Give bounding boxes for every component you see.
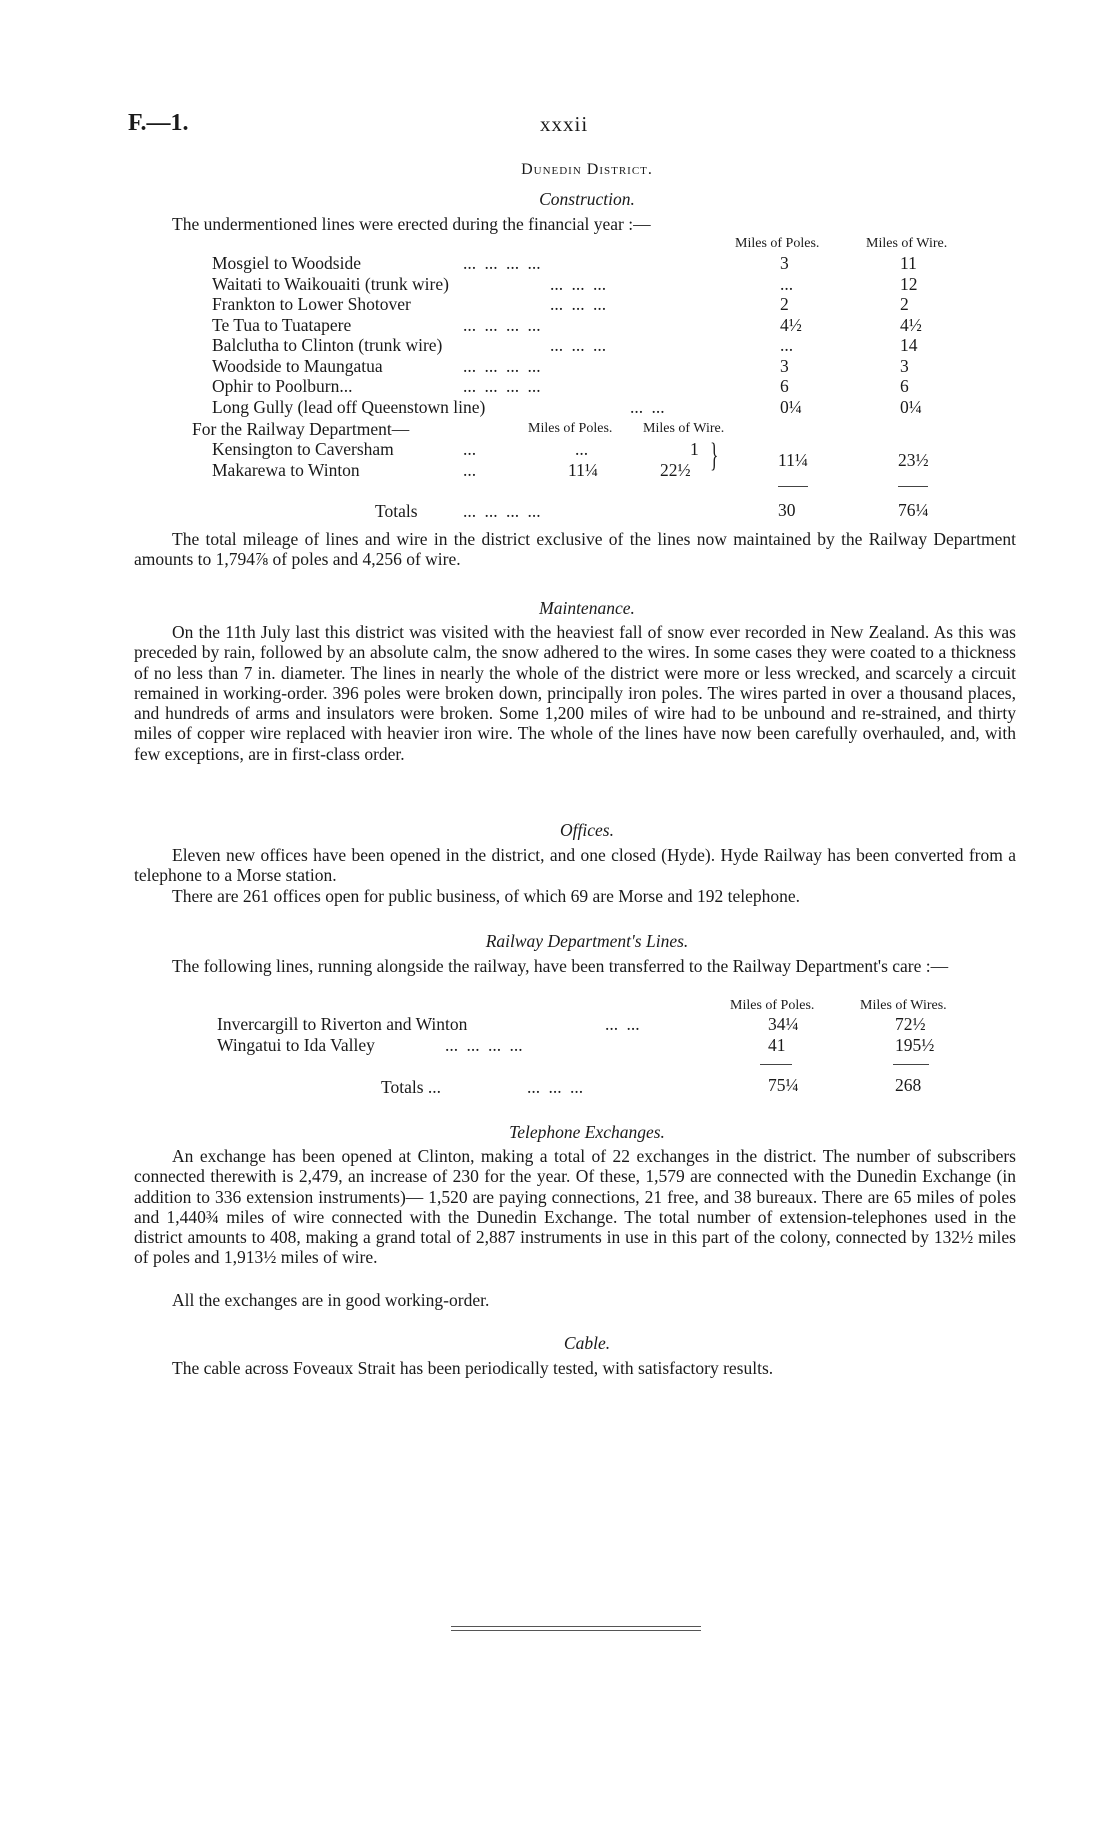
- railway-lines-row: [0, 1035, 1114, 1055]
- offices-paragraph-1: Eleven new offices have been opened in the district, and one closed (Hyde). Hyde Railway has been converted from a telephone to a Morse station.: [134, 845, 1016, 886]
- row-miles-of-poles: 0¼: [780, 396, 802, 417]
- row-miles-of-wire: 12: [900, 273, 918, 294]
- col-miles-of-poles: Miles of Poles.: [735, 236, 820, 251]
- construction-row: [0, 376, 1114, 396]
- row-miles-of-wire: 14: [900, 335, 918, 355]
- closing-rule-top: [451, 1626, 701, 1627]
- row-miles-of-wire: 6: [900, 376, 909, 396]
- totals-dots: ... ... ... ...: [463, 501, 541, 521]
- row-miles-of-poles: ...: [575, 439, 589, 459]
- construction-row: [0, 356, 1114, 376]
- row-miles-of-poles: 11¼: [568, 459, 598, 480]
- row-miles-of-wire: 0¼: [900, 396, 922, 417]
- construction-row: [0, 253, 1114, 273]
- offices-paragraph-2: There are 261 offices open for public business, of which 69 are Morse and 192 telephone.: [172, 886, 801, 906]
- row-miles-of-poles: 3: [780, 355, 789, 376]
- row-miles-of-wire: 195½: [895, 1034, 935, 1055]
- row-leader-dots: ... ... ...: [550, 294, 607, 314]
- row-name: Waitati to Waikouaiti (trunk wire): [212, 273, 449, 294]
- row-leader-dots: ... ... ...: [550, 335, 607, 355]
- row-miles-of-poles: 4½: [780, 314, 802, 335]
- total-wire: 76¼: [898, 500, 929, 520]
- totals-rule-poles: [778, 486, 808, 487]
- brace-glyph: }: [710, 437, 719, 474]
- railway-lines-intro: The following lines, running alongside the railway, have been transferred to the Railway Department's care :—: [172, 956, 949, 976]
- railway-lines-row: [0, 1014, 1114, 1034]
- row-miles-of-poles: 3: [780, 253, 789, 273]
- telephone-paragraph-1: An exchange has been opened at Clinton, making a total of 22 exchanges in the district. The number of subscribers connected therewith is 2,479, an increase of 230 for the year. Of these, 1,579 are connected with the Dunedin Exchange (in addition to 336 extension instruments)— 1,520 are paying connections, 21 free, and 38 bureaux. There are 65 miles of poles and 1,440¾ miles of wire connected with the Dunedin Exchange. The total number of extension-telephones used in the district amounts to 408, making a grand total of 2,887 instruments in use in this part of the colony, connected by 132½ miles of poles and 1,913½ miles of wire.: [134, 1146, 1016, 1268]
- total-poles: 30: [778, 500, 796, 520]
- telephone-heading: Telephone Exchanges.: [509, 1122, 665, 1142]
- construction-heading: Construction.: [539, 189, 635, 209]
- row-miles-of-poles: ...: [780, 335, 794, 355]
- cable-paragraph: The cable across Foveaux Strait has been periodically tested, with satisfactory results.: [172, 1358, 774, 1378]
- totals-label: Totals: [375, 501, 418, 521]
- closing-rule-bottom: [451, 1630, 701, 1631]
- row-name: Balclutha to Clinton (trunk wire): [212, 335, 443, 355]
- district-title: Dunedin District.: [521, 161, 653, 178]
- row-name: Long Gully (lead off Queenstown line): [212, 396, 486, 417]
- maintenance-heading: Maintenance.: [539, 598, 635, 618]
- row-miles-of-wire: 72½: [895, 1014, 926, 1034]
- row-leader-dots: ... ... ... ...: [463, 355, 541, 376]
- page-number: xxxii: [540, 112, 589, 136]
- construction-row: [0, 294, 1114, 314]
- rl-totals-dots: ... ... ...: [527, 1077, 584, 1097]
- row-name: Te Tua to Tuatapere: [212, 314, 352, 335]
- row-leader-dots: ... ... ...: [550, 273, 607, 294]
- row-miles-of-wire: 3: [900, 355, 909, 376]
- rl-col-poles: Miles of Poles.: [730, 998, 815, 1013]
- construction-row: [0, 397, 1114, 417]
- row-miles-of-wire: 22½: [660, 459, 691, 480]
- cable-heading: Cable.: [563, 1333, 611, 1353]
- railway-construction-row: [0, 439, 1114, 459]
- row-leader-dots: ... ...: [605, 1014, 640, 1034]
- row-name: Ophir to Poolburn...: [212, 376, 353, 396]
- row-leader-dots: ... ... ... ...: [445, 1034, 523, 1055]
- row-miles-of-wire: 11: [900, 253, 917, 273]
- row-name: Invercargill to Riverton and Winton: [217, 1014, 468, 1034]
- offices-heading: Offices.: [560, 820, 614, 840]
- row-name: Mosgiel to Woodside: [212, 253, 361, 273]
- row-miles-of-wire: 1: [690, 439, 699, 459]
- railway-lines-heading: Railway Department's Lines.: [485, 931, 689, 951]
- rl-totals-label: Totals ...: [381, 1077, 442, 1097]
- row-leader-dots: ... ... ... ...: [463, 314, 541, 335]
- railway-subheading: For the Railway Department—: [192, 419, 410, 439]
- maintenance-paragraph: On the 11th July last this district was visited with the heaviest fall of snow ever recorded in New Zealand. As this was preceded by rain, followed by an absolute calm, the snow adhered to the wires. In some cases they were coated to a thickness of no less than 7 in. diameter. The lines in nearly the whole of the district were more or less wrecked, and scarcely a circuit remained in working-order. 396 poles were broken down, principally iron poles. The wires parted in over a thousand places, and hundreds of arms and insulators were broken. Some 1,200 miles of wire had to be unbound and re-strained, and thirty miles of copper wire replaced with heavier iron wire. The whole of the lines have now been carefully overhauled, and, with few exceptions, are in first-class order.: [134, 622, 1016, 764]
- row-name: Makarewa to Winton: [212, 459, 360, 480]
- construction-summary: The total mileage of lines and wire in the district exclusive of the lines now maintained by the Railway Department amounts to 1,794⅞ of poles and 4,256 of wire.: [134, 529, 1016, 570]
- row-miles-of-poles: 41: [768, 1034, 786, 1055]
- rl-totals-rule-poles: [760, 1064, 792, 1065]
- rl-totals-rule-wire: [893, 1064, 929, 1065]
- report-reference: F.—1.: [128, 110, 189, 136]
- rl-total-poles: 75¼: [768, 1075, 799, 1095]
- row-miles-of-wire: 2: [900, 294, 909, 314]
- row-miles-of-poles: ...: [780, 273, 794, 294]
- rail-col-poles: Miles of Poles.: [528, 421, 613, 436]
- row-miles-of-poles: 34¼: [768, 1014, 799, 1034]
- row-leader-dots: ... ...: [630, 396, 665, 417]
- row-miles-of-poles: 6: [780, 376, 789, 396]
- row-name: Kensington to Caversham: [212, 439, 394, 459]
- totals-rule-wire: [898, 486, 928, 487]
- rl-total-wire: 268: [895, 1075, 922, 1095]
- row-name: Woodside to Maungatua: [212, 355, 383, 376]
- row-miles-of-poles: 2: [780, 294, 789, 314]
- row-leader-dots: ...: [463, 439, 477, 459]
- row-miles-of-wire: 4½: [900, 314, 922, 335]
- row-leader-dots: ...: [463, 459, 477, 480]
- railway-total-wire: 23½: [898, 450, 929, 470]
- railway-construction-row: [0, 460, 1114, 480]
- row-leader-dots: ... ... ... ...: [463, 253, 541, 273]
- row-name: Wingatui to Ida Valley: [217, 1034, 375, 1055]
- col-miles-of-wire: Miles of Wire.: [866, 236, 948, 251]
- railway-total-poles: 11¼: [778, 450, 808, 470]
- row-leader-dots: ... ... ... ...: [463, 376, 541, 396]
- rail-col-wire: Miles of Wire.: [643, 421, 725, 436]
- construction-row: [0, 274, 1114, 294]
- rl-col-wires: Miles of Wires.: [860, 998, 947, 1013]
- construction-intro: The undermentioned lines were erected during the financial year :—: [172, 214, 651, 234]
- telephone-paragraph-2: All the exchanges are in good working-order.: [172, 1290, 490, 1310]
- row-name: Frankton to Lower Shotover: [212, 294, 411, 314]
- construction-row: [0, 335, 1114, 355]
- construction-row: [0, 315, 1114, 335]
